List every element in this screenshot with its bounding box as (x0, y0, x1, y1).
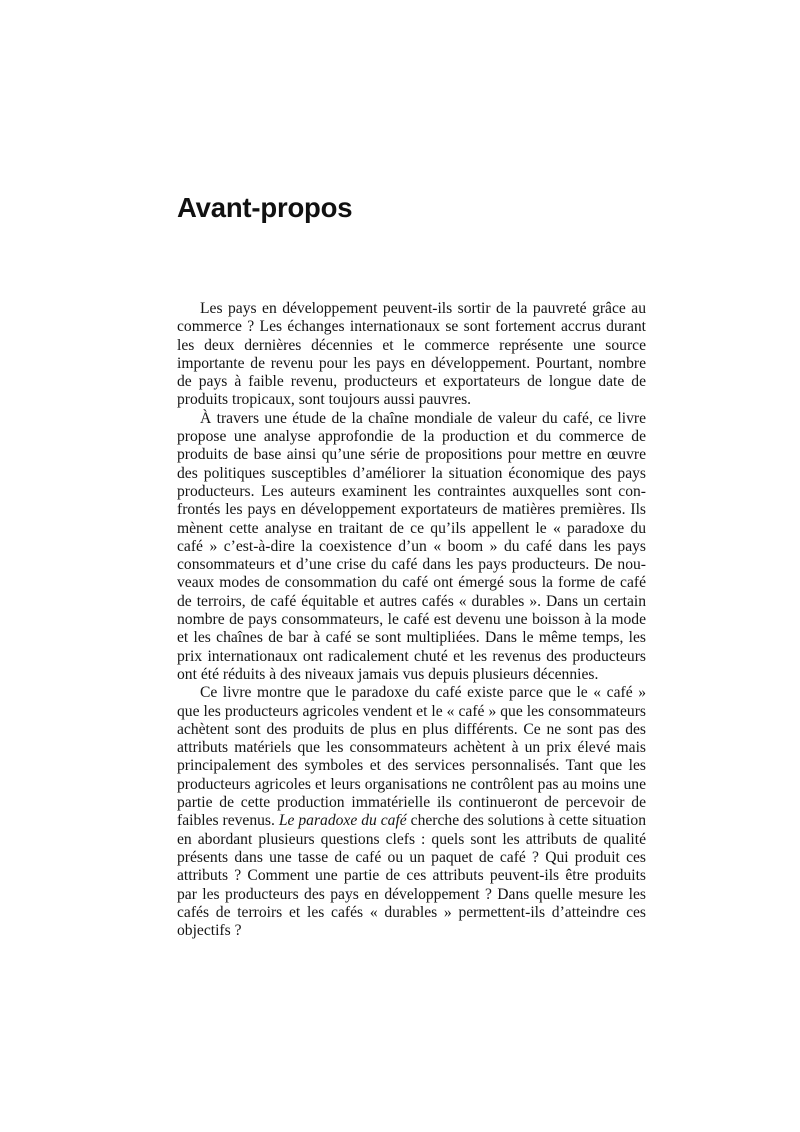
paragraph-3-text-before: Ce livre montre que le paradoxe du café existe parce que le « café » que les producteurs agricoles vendent et le « café » que les consommateurs achètent sont des produits de plus en plus différents. Ce ne sont pas des attributs matériels que les consommateurs achètent à un prix élevé mais principalement des symboles et des services personnalisés. Tant que les producteurs agricoles et leurs organisations ne contrôlent pas au moins une partie de cette production immatérielle ils continueront de percevoir de faibles revenus. (177, 684, 646, 830)
body-text (177, 300, 646, 940)
paragraph-3-text-after: cherche des solutions à cette situation en abordant plusieurs questions clefs : quels sont les attributs de qualité présents dans une tasse de café ou un paquet de café ? Qui produit ces attributs ? Comment une partie de ces attributs peuvent-ils être produits par les producteurs des pays en développement ? Dans quelle mesure les cafés de terroirs et les cafés « durables » permettent-ils d’atteindre ces objectifs ? (177, 812, 646, 940)
book-title-italic: Le paradoxe du café (278, 812, 407, 830)
paragraph-3 (177, 684, 646, 940)
chapter-title: Avant-propos (177, 192, 353, 223)
paragraph-2: À travers une étude de la chaîne mondiale de valeur du café, ce livre propose une analyse approfondie de la production et du commerce de produits de base ainsi qu’une série de propositions pour mettre en œuvre des politiques susceptibles d’améliorer la situation économique des pays producteurs. Les auteurs examinent les contraintes auxquelles sont confrontés les pays en développement exportateurs de matières premières. Ils mènent cette analyse en traitant de ce qu’ils appellent le « paradoxe du café » c’est-à-dire la coexistence d’un « boom » du café dans les pays consommateurs et d’une crise du café dans les pays producteurs. De nouveaux modes de consommation du café ont émergé sous la forme de café de terroirs, de café équitable et autres cafés « durables ». Dans un certain nombre de pays consommateurs, le café est devenu une boisson à la mode et les chaînes de bar à café se sont multipliées. Dans le même temps, les prix internationaux ont radicalement chuté et les revenus des producteurs ont été réduits à des niveaux jamais vus depuis plusieurs décennies. (177, 409, 646, 683)
paragraph-1: Les pays en développement peuvent-ils sortir de la pauvreté grâce au commerce ? Les échanges internationaux se sont fortement accrus durant les deux dernières décennies et le commerce représente une source importante de revenu pour les pays en développement. Pourtant, nombre de pays à faible revenu, producteurs et exportateurs de longue date de produits tropicaux, sont toujours aussi pauvres. (177, 300, 646, 409)
